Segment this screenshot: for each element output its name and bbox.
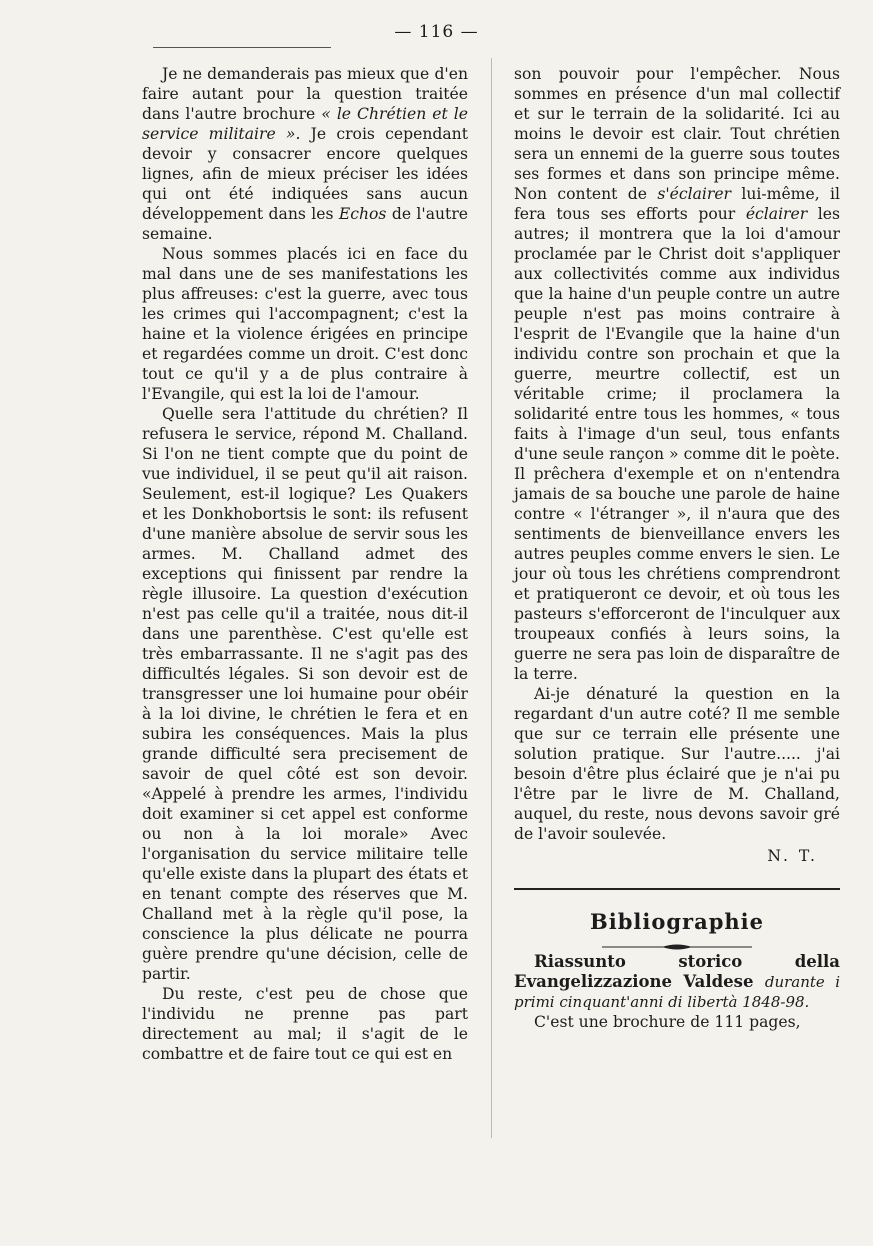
paragraph-6: Ai-je dénaturé la question en la regardant d'un autre coté? Il me semble que sur ce terrain elle présente une solution pratique. Sur l'autre..... j'ai besoin d'être plus éclairé que je n'ai pu l'être par le livre de M. Challand, auquel, du reste, nous devons savoir gré de l'avoir soulevée. [514,685,840,843]
eclairer-italic-2: éclairer [745,205,808,223]
eclairer-italic-1: s'éclairer [657,185,732,203]
paragraph-1-text-c: de l'autre semaine. [142,205,468,243]
paragraph-2: Nous sommes placés ici en face du mal dans une de ses manifestations les plus affreuses: c'est la guerre, avec tous les crimes qui l'accompagnent; c'est la haine et la violence érigées en principe et regardées comme un droit. C'est donc tout ce qu'il y a de plus contraire à l'Evangile, qui est la loi de l'amour. [142,245,468,403]
paragraph-3: Quelle sera l'attitude du chrétien? Il refusera le service, répond M. Challand. Si l'on ne tient compte que du point de vue individuel, il se peut qu'il ait raison. Seulement, est-il logique? Les Quakers et les Donkhobortsis le sont: ils refusent d'une manière absolue de servir sous les armes. M. Challand admet des exceptions qui finissent par rendre la règle illusoire. La question d'exécution n'est pas celle qu'il a traitée, nous dit-il dans une parenthèse. C'est qu'elle est très embarrassante. Il ne s'agit pas des difficultés légales. Si son devoir est de transgresser une loi humaine pour obéir à la loi divine, le chrétien le fera et en subira les conséquences. Mais la plus grande difficulté sera precisement de savoir de quel côté est son devoir. «Appelé à prendre les armes, l'individu doit examiner si cet appel est conforme ou non à la loi morale» Avec l'organisation du service militaire telle qu'elle existe dans la plupart des états et en tenant compte des réserves que M. Challand met à la règle qu'il pose, la conscience la plus délicate ne pourra guère prendre qu'une décision, celle de partir. [142,405,468,983]
paragraph-1-text-a: Je ne demanderais pas mieux que d'en faire autant pour la question traitée dans l'autre brochure [142,65,468,123]
paragraph-7: C'est une brochure de 111 pages, [534,1013,801,1031]
column-divider [491,58,492,1138]
paragraph-5-text-c: les autres; il montrera que la loi d'amour proclamée par le Christ doit s'appliquer aux collectivités comme aux individus que la haine d'un peuple contre un autre peuple n'est pas moins contraire à l'esprit de l'Evangile que la haine d'un individu contre son prochain et que la guerre, meurtre collectif, est un véritable crime; il proclamera la solidarité entre tous les hommes, « tous faits à l'image d'un seul, tous enfants d'une seule rançon » comme dit le poète. Il prêchera d'exemple et on n'entendra jamais de sa bouche une parole de haine contre « l'étranger », il n'aura que des sentiments de bienveillance envers les autres peuples comme envers le sien. Le jour où tous les chrétiens comprendront et pratiqueront ce devoir, et où tous les pasteurs s'efforceront de l'inculquer aux troupeaux confiés à leurs soins, la guerre ne sera pas loin de disparaître de la terre. [514,205,840,683]
ornament-divider-icon [602,942,752,952]
section-rule [514,888,840,890]
book-title-bold: Riassunto storico della Evangelizzazione Valdese [514,952,840,991]
header-rule [153,47,331,48]
paragraph-1 [142,64,468,244]
paragraph-5-text-b: lui-même, il fera tous ses efforts pour [514,185,840,223]
book-title-italic: durante i primi cinquant'anni di libertà 1848-98. [514,973,840,1011]
brochure-title: « le Chrétien et le service militaire ». [142,105,468,143]
author-signature: N. T. [767,847,818,865]
left-column [142,64,468,1064]
paragraph-4: Du reste, c'est peu de chose que l'individu ne prenne pas part directement au mal; il s'agit de le combattre et de faire tout ce qui est en [142,985,468,1063]
echos-title: Echos [338,205,387,223]
paragraph-5-text-a: son pouvoir pour l'empêcher. Nous sommes en présence d'un mal collectif et sur le terrain de la solidarité. Ici au moins le devoir est clair. Tout chrétien sera un ennemi de la guerre sous toutes ses formes et dans son principe même. Non content de [514,65,840,203]
paragraph-1-text-b: Je crois cependant devoir y consacrer encore quelques lignes, afin de mieux préciser les idées qui ont été indiquées sans aucun développement dans les [142,125,468,223]
right-column [514,64,840,1032]
page-number: — 116 — [394,22,479,42]
section-title: Bibliographie [589,909,765,934]
paragraph-5 [514,64,840,684]
book-title [514,952,840,1012]
